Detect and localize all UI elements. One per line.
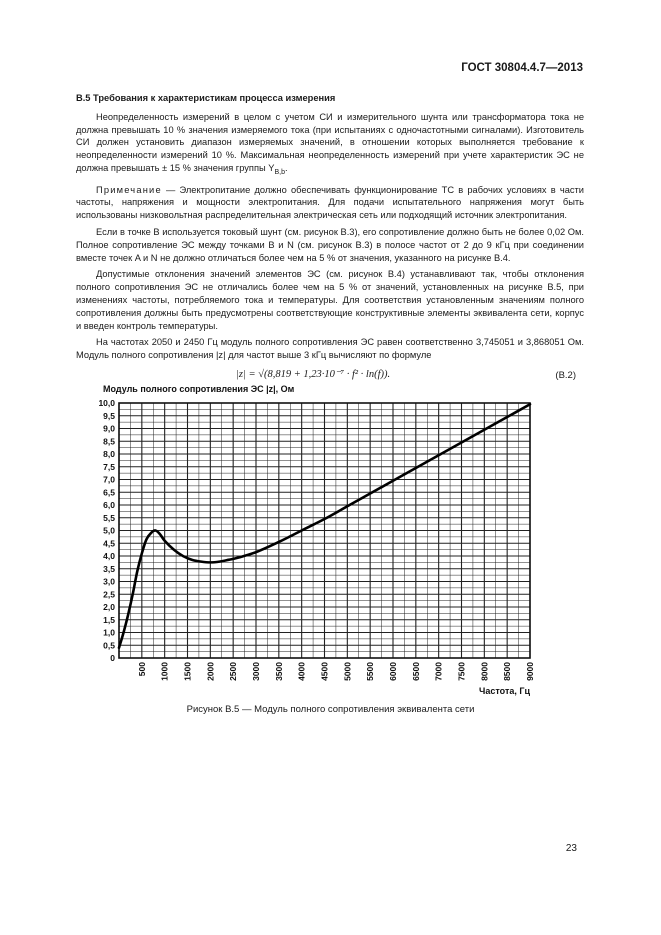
x-tick-label: 8500 <box>502 662 513 681</box>
section-heading: В.5 Требования к характеристикам процесса измерения <box>76 93 336 103</box>
y-tick-label: 0 <box>110 653 115 663</box>
note-label: Примечание <box>96 184 162 195</box>
x-tick-label: 2500 <box>228 662 239 681</box>
paragraph-uncertainty: Неопределенность измерений в целом с учетом СИ и измерительного шунта или трансформатора тока не должна превышать 10 % значения измеряемого тока (при испытаниях с одночастотными сигналами). Изготовитель СИ должен установить диапазон измеряемых значений, в отношении которых выполняется требование к неопределенности измерений 10 %. Максимальная неопределенность измерений при учете характеристик ЭС не должна превышать ± 15 % значения группы $Y_{B,b}$. <box>76 111 584 176</box>
x-tick-label: 8000 <box>479 662 490 681</box>
y-tick-label: 5,5 <box>103 512 115 523</box>
y-tick-label: 2,0 <box>103 602 115 612</box>
x-tick-label: 7000 <box>433 662 444 681</box>
x-axis-label: Частота, Гц <box>479 686 530 696</box>
x-tick-label: 2000 <box>205 662 216 681</box>
figure-caption: Рисунок В.5 — Модуль полного сопротивления эквивалента сети <box>186 704 475 715</box>
impedance-chart-svg <box>84 378 554 698</box>
y-tick-label: 5,0 <box>103 525 115 536</box>
main-text <box>76 92 584 388</box>
paragraph-shunt: Если в точке B используется токовый шунт (см. рисунок В.3), его сопротивление должно быть не более 0,02 Ом. Полное сопротивление ЭС между точками B и N (см. рисунок В.3) в полосе частот от 2 до 9 кГц при соединении вместе точек A и N не должно отличаться более чем на 5 % от значения, указанного на рисунке В.4. <box>76 227 584 263</box>
paragraph-tolerances: Допустимые отклонения значений элементов ЭС (см. рисунок В.4) устанавливают так, чтобы отклонения полного сопротивления ЭС не отличались более чем на 5 % от значений, установленных на рисунке В.5, при изменениях частоты, потребляемого тока и температуры. Для соответствия установленным значениям полного сопротивления должны быть предусмотрены соответствующие конструктивные элементы эквивалента сети, корпус и введен контроль температуры. <box>76 269 584 331</box>
x-tick-label: 4000 <box>296 662 307 681</box>
x-tick-label: 1500 <box>182 662 193 681</box>
y-tick-label: 3,0 <box>103 576 115 587</box>
y-tick-label: 2,5 <box>103 589 115 600</box>
note: Примечание — Электропитание должно обеспечивать функционирование ТС в рабочих условиях в части частоты, напряжения и мощности электропитания. Для подачи испытательного напряжения могут быть использованы низковольтная распределительная электрическая сеть или подходящий источник электропитания. <box>76 184 584 221</box>
impedance-chart <box>84 378 554 703</box>
standard-code: ГОСТ 30804.4.7—2013 <box>461 62 583 74</box>
y-tick-label: 9,0 <box>103 423 115 434</box>
y-tick-label: 8,5 <box>103 436 115 447</box>
x-tick-label: 6500 <box>410 662 421 681</box>
chart-title: Модуль полного сопротивления ЭС |z|, Ом <box>103 384 295 394</box>
x-tick-label: 6000 <box>388 662 398 681</box>
y-tick-label: 0,5 <box>103 640 115 651</box>
y-tick-label: 4,5 <box>103 538 115 549</box>
y-tick-label: 6,0 <box>103 500 115 510</box>
y-tick-label: 9,5 <box>103 410 115 421</box>
x-tick-label: 500 <box>136 662 147 677</box>
x-tick-label: 1000 <box>159 662 170 681</box>
y-tick-label: 3,5 <box>103 563 115 574</box>
x-tick-label: 3500 <box>273 662 284 681</box>
x-tick-label: 9000 <box>525 662 535 681</box>
x-tick-label: 7500 <box>456 662 467 681</box>
y-tick-label: 8,0 <box>103 449 115 459</box>
y-tick-label: 1,0 <box>103 627 115 638</box>
x-tick-label: 5000 <box>342 662 353 681</box>
y-tick-label: 7,5 <box>103 461 115 472</box>
x-tick-label: 5500 <box>365 662 376 681</box>
y-tick-label: 6,5 <box>103 487 115 498</box>
paragraph-frequencies: На частотах 2050 и 2450 Гц модуль полного сопротивления ЭС равен соответственно 3,745051 и 3,868051 Ом. Модуль полного сопротивления |z| для частот выше 3 кГц вычисляют по формуле <box>76 337 584 361</box>
y-tick-label: 1,5 <box>103 614 115 625</box>
page-number: 23 <box>565 843 577 854</box>
formula-number: (В.2) <box>555 370 576 381</box>
y-tick-label: 7,0 <box>103 474 115 485</box>
y-tick-label: 10,0 <box>98 398 115 408</box>
formula-b2: |z| = √(8,819 + 1,23·10⁻⁷ · f² · ln(f)). <box>236 369 391 380</box>
y-tick-label: 4,0 <box>103 551 115 561</box>
x-tick-label: 3000 <box>251 662 261 681</box>
x-tick-label: 4500 <box>319 662 330 681</box>
